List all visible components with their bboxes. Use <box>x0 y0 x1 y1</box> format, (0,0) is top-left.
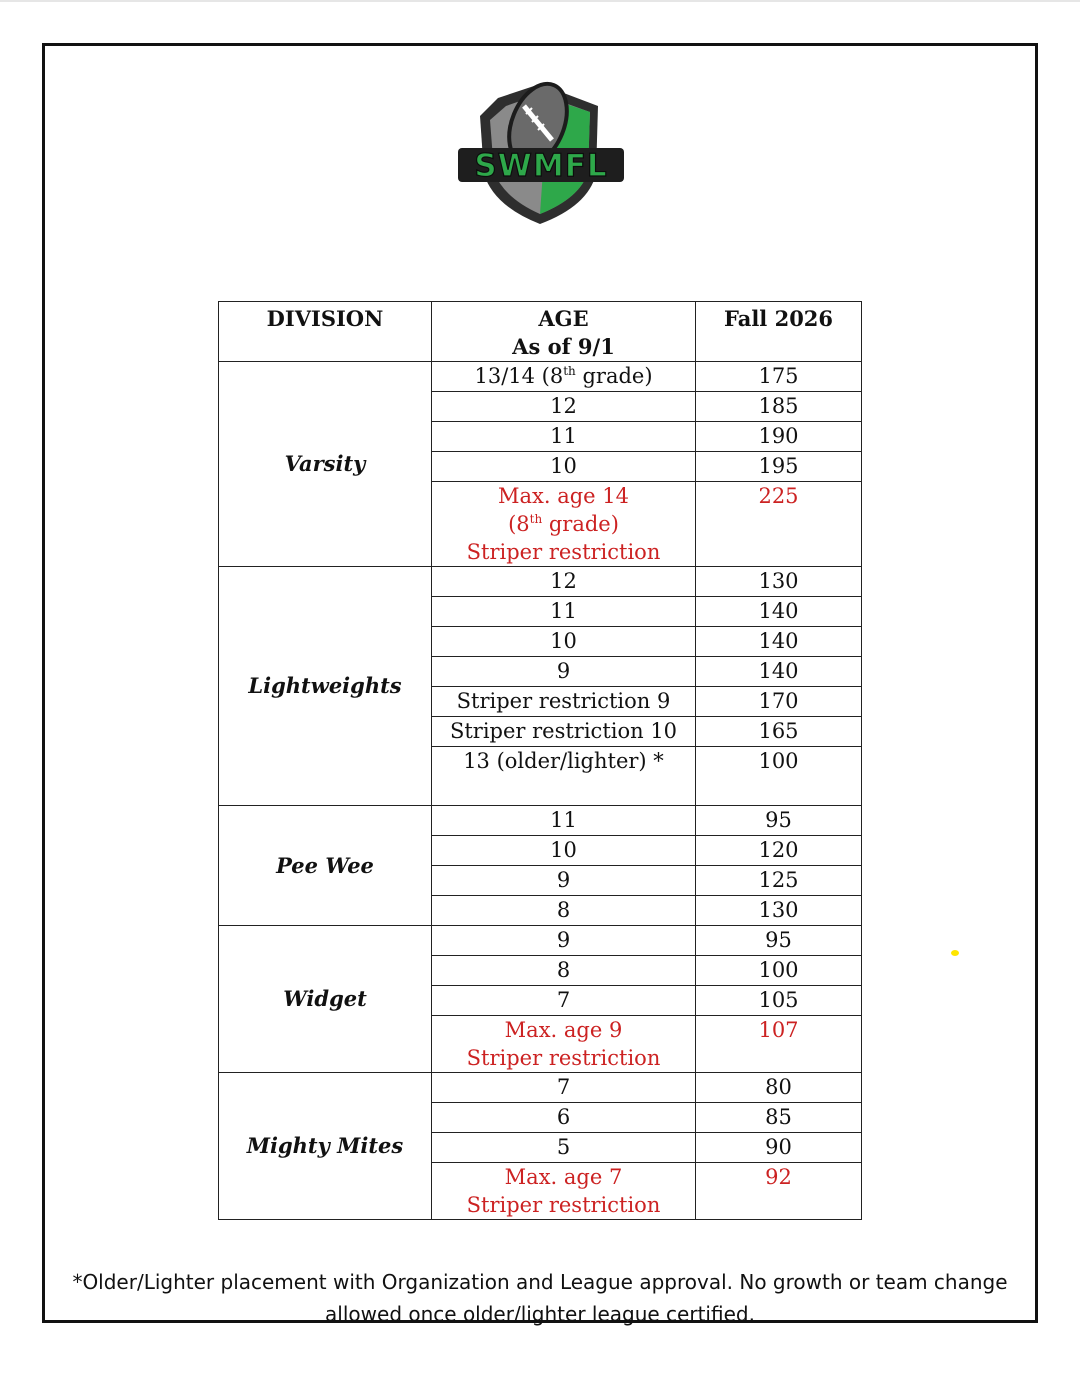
division-header: DIVISION <box>219 302 432 362</box>
weight-cell: 130 <box>696 567 862 597</box>
age-cell <box>432 896 696 926</box>
age-header-line2: As of 9/1 <box>512 334 615 359</box>
restriction-line2-start: (8 <box>508 512 530 536</box>
weight-cell: 125 <box>696 866 862 896</box>
footnote-line1: *Older/Lighter placement with Organization and League approval. No growth or team change <box>72 1270 1008 1294</box>
restriction-age-cell <box>432 1016 696 1073</box>
table-row <box>219 806 862 836</box>
division-name: Mighty Mites <box>219 1073 432 1220</box>
restriction-weight-cell: 107 <box>696 1016 862 1073</box>
age-text: 11 <box>550 424 577 448</box>
age-superscript: th <box>563 364 576 378</box>
age-text: 10 <box>550 629 577 653</box>
weight-cell: 130 <box>696 896 862 926</box>
restriction-line1: Max. age 14 <box>497 484 629 508</box>
weight-cell: 95 <box>696 926 862 956</box>
restriction-age-cell <box>432 482 696 567</box>
swmfl-logo <box>452 68 628 234</box>
weight-cell: 85 <box>696 1103 862 1133</box>
age-cell <box>432 986 696 1016</box>
age-text: Striper restriction 9 <box>456 689 671 713</box>
age-text: 9 <box>556 659 571 683</box>
age-text: 9 <box>556 928 571 952</box>
highlight-mark <box>951 950 959 956</box>
age-text: 5 <box>556 1135 571 1159</box>
age-text: 12 <box>550 569 577 593</box>
age-header-line1: AGE <box>538 306 589 331</box>
age-text: 7 <box>556 988 571 1012</box>
weight-cell: 140 <box>696 627 862 657</box>
table-header-row <box>219 302 862 362</box>
season-header: Fall 2026 <box>696 302 862 362</box>
age-cell <box>432 806 696 836</box>
age-cell <box>432 747 696 806</box>
weight-cell: 170 <box>696 687 862 717</box>
weight-cell: 165 <box>696 717 862 747</box>
age-cell <box>432 1103 696 1133</box>
weight-cell: 95 <box>696 806 862 836</box>
weight-cell: 90 <box>696 1133 862 1163</box>
age-cell <box>432 422 696 452</box>
age-text: 6 <box>556 1105 571 1129</box>
footnote <box>45 1266 1035 1330</box>
weight-cell: 140 <box>696 597 862 627</box>
table-row <box>219 926 862 956</box>
table-row <box>219 362 862 392</box>
division-name: Lightweights <box>219 567 432 806</box>
age-cell <box>432 687 696 717</box>
restriction-weight-cell: 92 <box>696 1163 862 1220</box>
restriction-line2 <box>432 510 695 538</box>
division-name: Widget <box>219 926 432 1073</box>
weight-cell: 185 <box>696 392 862 422</box>
division-name: Varsity <box>219 362 432 567</box>
age-cell <box>432 926 696 956</box>
division-name: Pee Wee <box>219 806 432 926</box>
age-text: 8 <box>556 958 571 982</box>
age-text: grade) <box>575 364 653 388</box>
footnote-line2: allowed once older/lighter league certified. <box>325 1302 755 1326</box>
age-cell <box>432 362 696 392</box>
weight-cell: 120 <box>696 836 862 866</box>
top-edge-line <box>0 0 1080 2</box>
age-cell <box>432 956 696 986</box>
age-text: 8 <box>556 898 571 922</box>
age-text: 7 <box>556 1075 571 1099</box>
restriction-line2: Striper restriction <box>466 1046 661 1070</box>
age-cell <box>432 567 696 597</box>
age-cell <box>432 717 696 747</box>
age-cell <box>432 627 696 657</box>
weight-cell: 195 <box>696 452 862 482</box>
age-cell <box>432 1073 696 1103</box>
weight-cell: 105 <box>696 986 862 1016</box>
table-row <box>219 1073 862 1103</box>
age-text: 10 <box>550 454 577 478</box>
age-text: 13/14 (8 <box>474 364 564 388</box>
restriction-line1: Max. age 7 <box>504 1165 623 1189</box>
age-cell <box>432 1133 696 1163</box>
age-cell <box>432 392 696 422</box>
restriction-line2-superscript: th <box>529 512 543 526</box>
weight-cell: 100 <box>696 747 862 806</box>
age-text: Striper restriction 10 <box>449 719 678 743</box>
weight-cell: 190 <box>696 422 862 452</box>
table-row <box>219 567 862 597</box>
weight-limits-table <box>218 301 862 1220</box>
restriction-line1: Max. age 9 <box>504 1018 623 1042</box>
weight-cell: 80 <box>696 1073 862 1103</box>
weight-cell: 175 <box>696 362 862 392</box>
restriction-weight-cell: 225 <box>696 482 862 567</box>
age-cell <box>432 866 696 896</box>
age-text: 12 <box>550 394 577 418</box>
age-text: 11 <box>550 599 577 623</box>
age-text: 11 <box>550 808 577 832</box>
restriction-line2-end: grade) <box>542 512 619 536</box>
restriction-age-cell <box>432 1163 696 1220</box>
age-text: 10 <box>550 838 577 862</box>
restriction-line3: Striper restriction <box>466 540 661 564</box>
age-cell <box>432 836 696 866</box>
age-cell <box>432 657 696 687</box>
logo-text: SWMFL <box>474 148 608 184</box>
weight-cell: 140 <box>696 657 862 687</box>
age-cell <box>432 452 696 482</box>
age-text: 13 (older/lighter) * <box>463 749 664 773</box>
age-text: 9 <box>556 868 571 892</box>
age-header <box>432 302 696 362</box>
weight-cell: 100 <box>696 956 862 986</box>
age-cell <box>432 597 696 627</box>
restriction-line2: Striper restriction <box>466 1193 661 1217</box>
